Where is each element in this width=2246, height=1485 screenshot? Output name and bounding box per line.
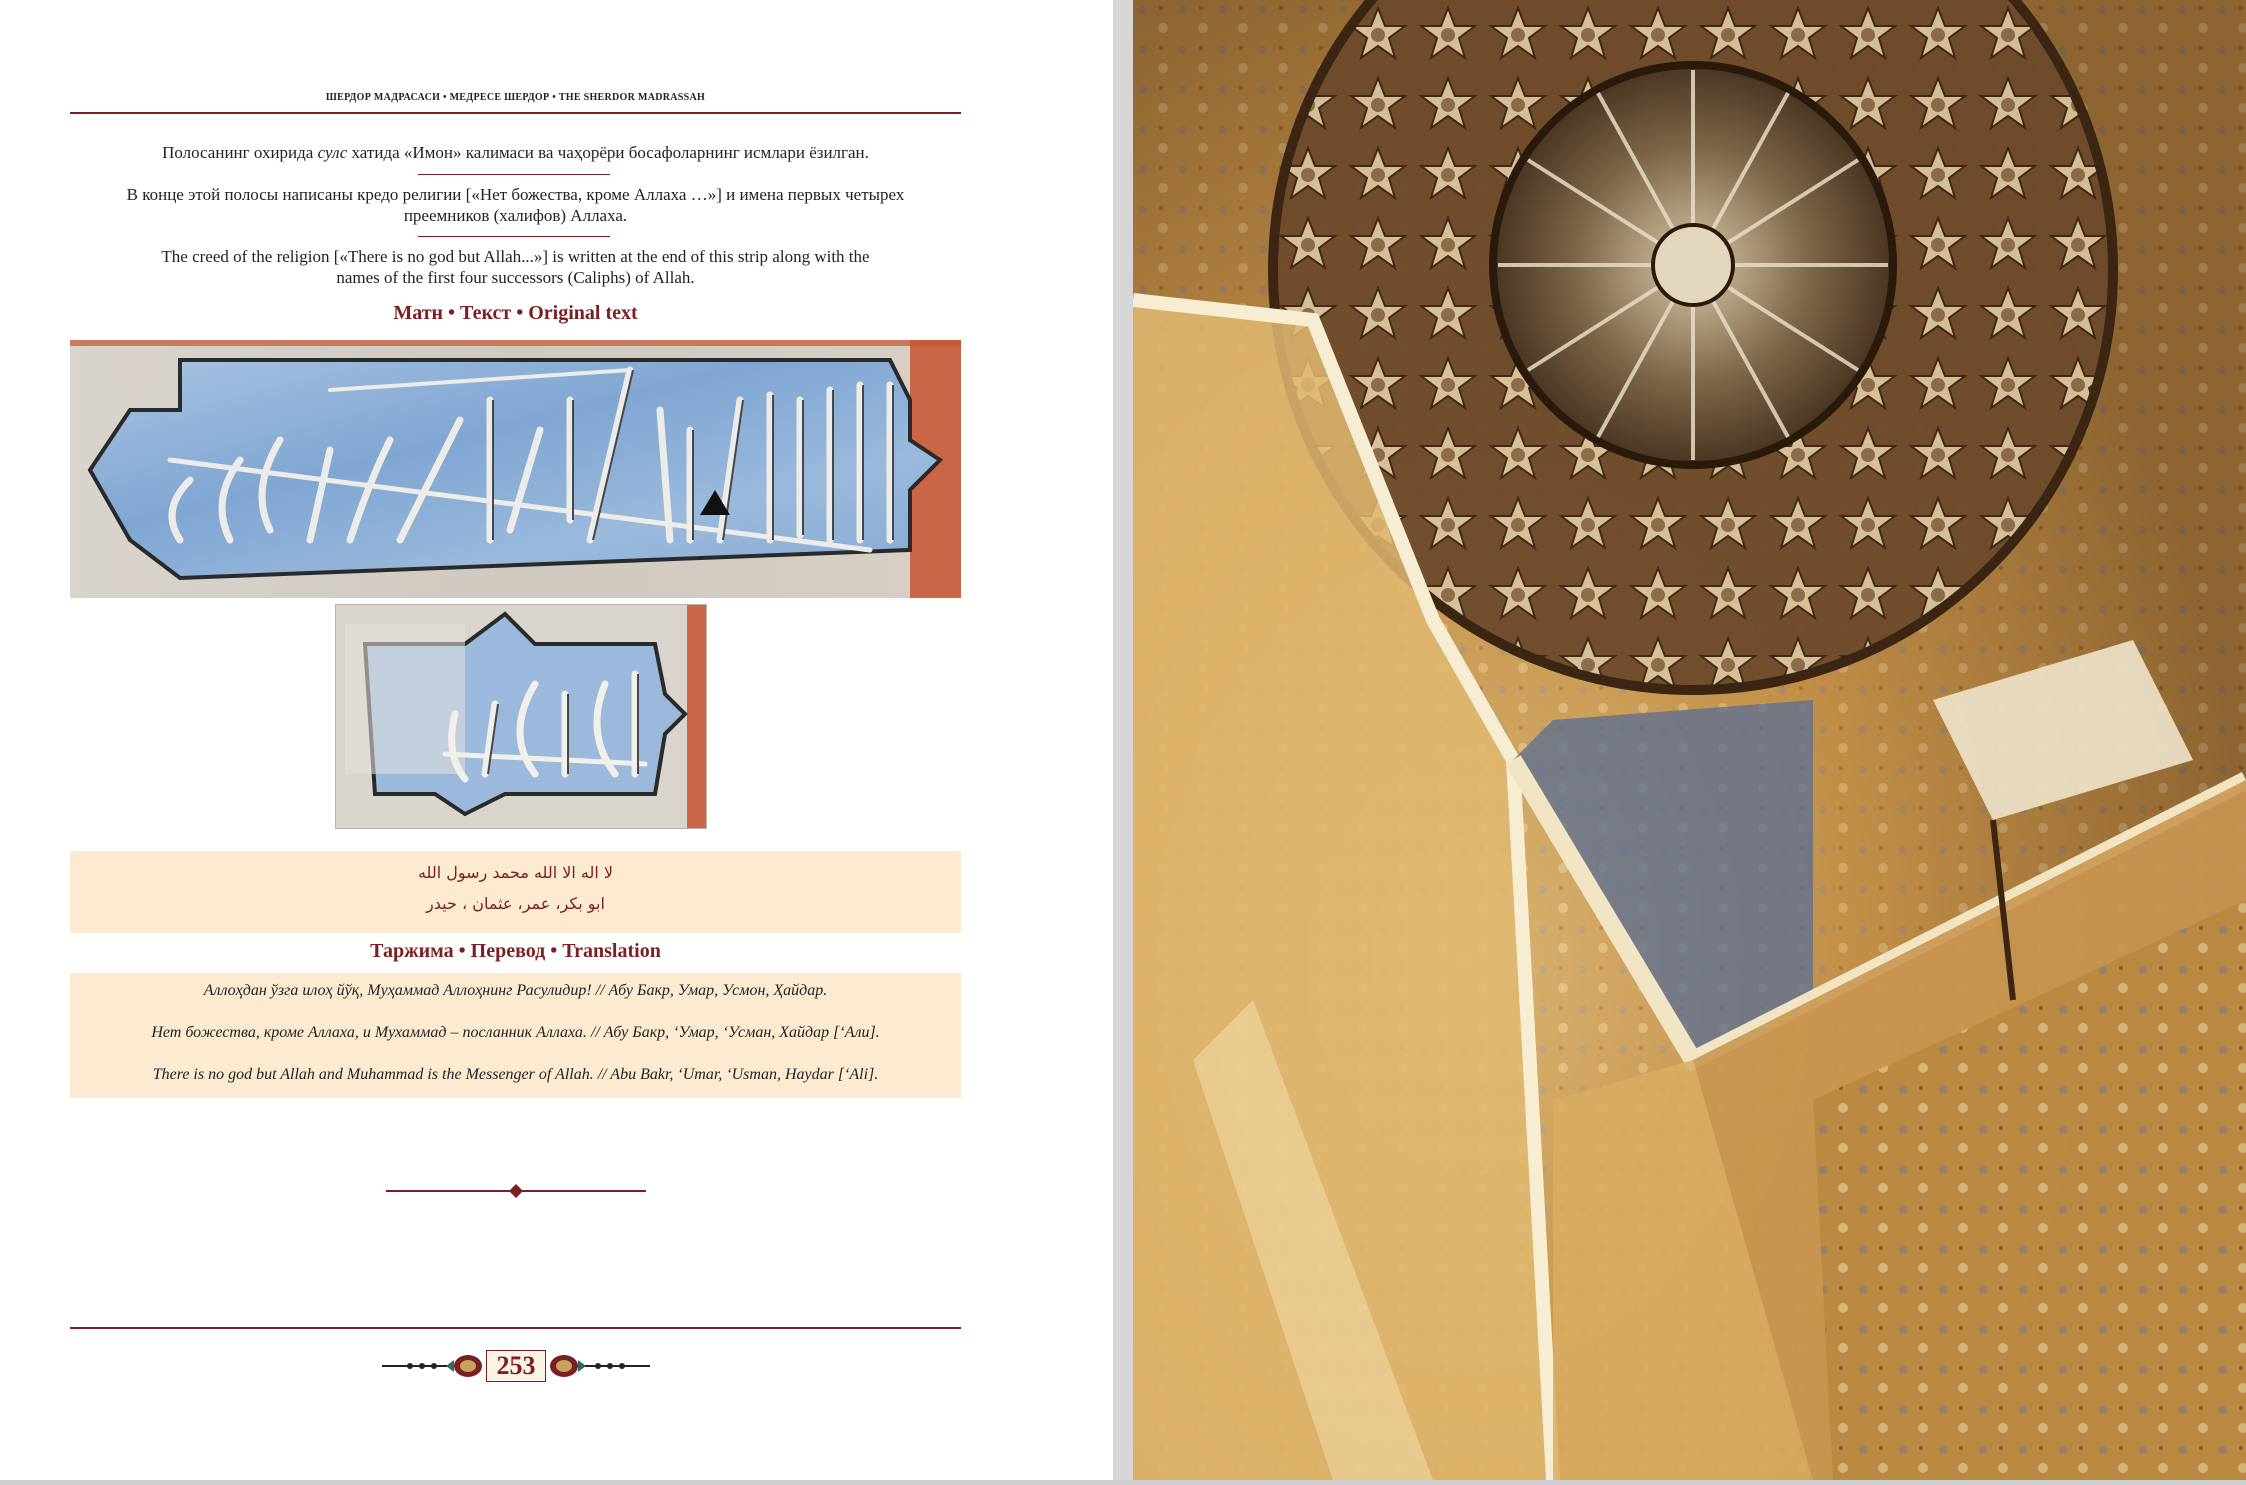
dome-interior-photo [1133,0,2246,1480]
intro-english [90,246,941,288]
intro-english-line2: names of the first four successors (Caliphs) of Allah. [336,268,695,287]
translation-uzbek: Аллоҳдан ўзга илоҳ йўқ, Муҳаммад Аллоҳнинг Расулидир! // Абу Бакр, Умар, Усмон, Ҳайдар. [203,982,828,999]
separator-rule [418,236,610,237]
calligraphy-strip-photo [70,340,961,598]
translation-english: There is no god but Allah and Muhammad is the Messenger of Allah. // Abu Bakr, ‘Umar, ‘Usman, Haydar [‘Ali]. [152,1066,879,1083]
running-head: ШЕРДОР МАДРАСАСИ • МЕДРЕСЕ ШЕРДОР • THE SHERDOR MADRASSAH [325,92,706,103]
right-page [1133,0,2246,1480]
arabic-line-caliphs: ابو بكر، عمر، عثمان ، حيدر [426,894,605,913]
page-number: 253 [486,1350,546,1382]
left-page [0,0,1113,1480]
arabic-line-creed: لا اله الا الله محمد رسول الله [417,863,614,882]
intro-uzbek-end: хатида «Имон» калимаси ва чаҳорёри босафоларнинг исмлари ёзилган. [347,143,869,162]
intro-uzbek [90,142,941,163]
translation-title: Таржима • Перевод • Translation [370,940,661,962]
page-number-ornament [380,1348,652,1384]
original-text-title: Матн • Текст • Original text [393,302,638,324]
intro-uzbek-italic: сулс [317,143,348,162]
translation-box [70,973,961,1098]
calligraphy-detail-photo [335,604,707,829]
arabic-text-box [70,851,961,933]
separator-rule [418,174,610,175]
translation-russian: Нет божества, кроме Аллаха, и Мухаммад – посланник Аллаха. // Абу Бакр, ‘Умар, ‘Усман, Хайдар [‘Али]. [151,1024,880,1041]
book-gutter [1113,0,1133,1485]
bottom-strip [0,1480,2246,1485]
intro-russian [90,184,941,226]
intro-russian-line1: В конце этой полосы написаны кредо религии [«Нет божества, кроме Аллаха …»] и имена первых четырех [126,185,905,204]
diamond-divider-ornament [386,1183,646,1199]
intro-russian-line2: преемников (халифов) Аллаха. [403,206,628,225]
intro-english-line1: The creed of the religion [«There is no god but Allah...»] is written at the end of this strip along with the [161,247,870,266]
footer-rule [70,1327,961,1329]
header-rule [70,112,961,114]
intro-uzbek-start: Полосанинг охирида [162,143,318,162]
